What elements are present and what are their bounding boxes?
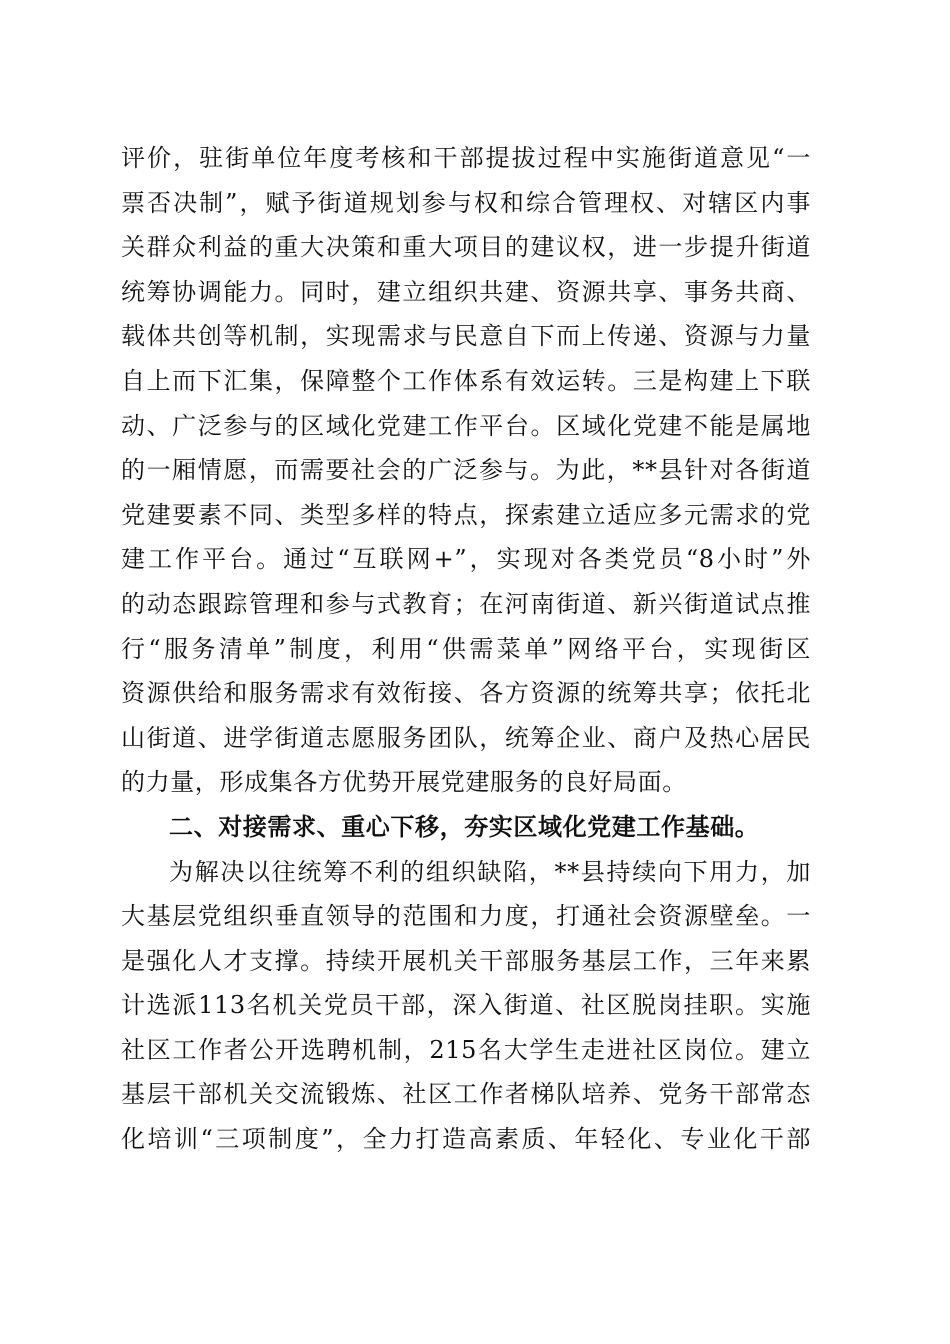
section-heading: 二、对接需求、重心下移，夯实区域化党建工作基础。: [169, 812, 760, 841]
text-line: 计选派113名机关党员干部，深入街道、社区脱岗挂职。实施: [121, 991, 811, 1020]
text-line: 自上而下汇集，保障整个工作体系有效运转。三是构建上下联: [121, 366, 811, 395]
text-line: 的动态跟踪管理和参与式教育；在河南街道、新兴街道试点推: [121, 589, 811, 618]
text-line: 资源供给和服务需求有效衔接、各方资源的统筹共享；依托北: [121, 679, 811, 708]
text-line: 动、广泛参与的区域化党建工作平台。区域化党建不能是属地: [121, 411, 811, 440]
text-line: 统筹协调能力。同时，建立组织共建、资源共享、事务共商、: [121, 277, 811, 306]
text-line: 基层干部机关交流锻炼、社区工作者梯队培养、党务干部常态: [121, 1080, 811, 1109]
text-line: 评价，驻街单位年度考核和干部提拔过程中实施街道意见“一: [121, 144, 811, 172]
text-line: 社区工作者公开选聘机制，215名大学生走进社区岗位。建立: [121, 1035, 811, 1064]
text-line: 行“服务清单”制度，利用“供需菜单”网络平台，实现街区: [121, 634, 811, 663]
text-line: 的力量，形成集各方优势开展党建服务的良好局面。: [121, 768, 687, 797]
document-body: [121, 136, 811, 1162]
paragraph-2: [121, 850, 811, 1162]
text-line: 党建要素不同、类型多样的特点，探索建立适应多元需求的党: [121, 500, 811, 529]
text-line: 关群众利益的重大决策和重大项目的建议权，进一步提升街道: [121, 233, 811, 262]
text-line: 是强化人才支撑。持续开展机关干部服务基层工作，三年来累: [121, 946, 811, 975]
text-line: 的一厢情愿，而需要社会的广泛参与。为此，**县针对各街道: [121, 456, 811, 485]
text-line: 化培训“三项制度”，全力打造高素质、年轻化、专业化干部: [121, 1125, 811, 1154]
text-line: 山街道、进学街道志愿服务团队，统筹企业、商户及热心居民: [121, 723, 811, 752]
text-line: 建工作平台。通过“互联网+”，实现对各类党员“8小时”外: [121, 545, 811, 574]
text-line: 载体共创等机制，实现需求与民意自下而上传递、资源与力量: [121, 322, 811, 351]
paragraph-1: [121, 136, 811, 805]
text-line: 大基层党组织垂直领导的范围和力度，打通社会资源壁垒。一: [121, 902, 811, 931]
text-line: 为解决以往统筹不利的组织缺陷，**县持续向下用力，加: [169, 857, 811, 886]
text-line: 票否决制”，赋予街道规划参与权和综合管理权、对辖区内事: [121, 188, 811, 217]
